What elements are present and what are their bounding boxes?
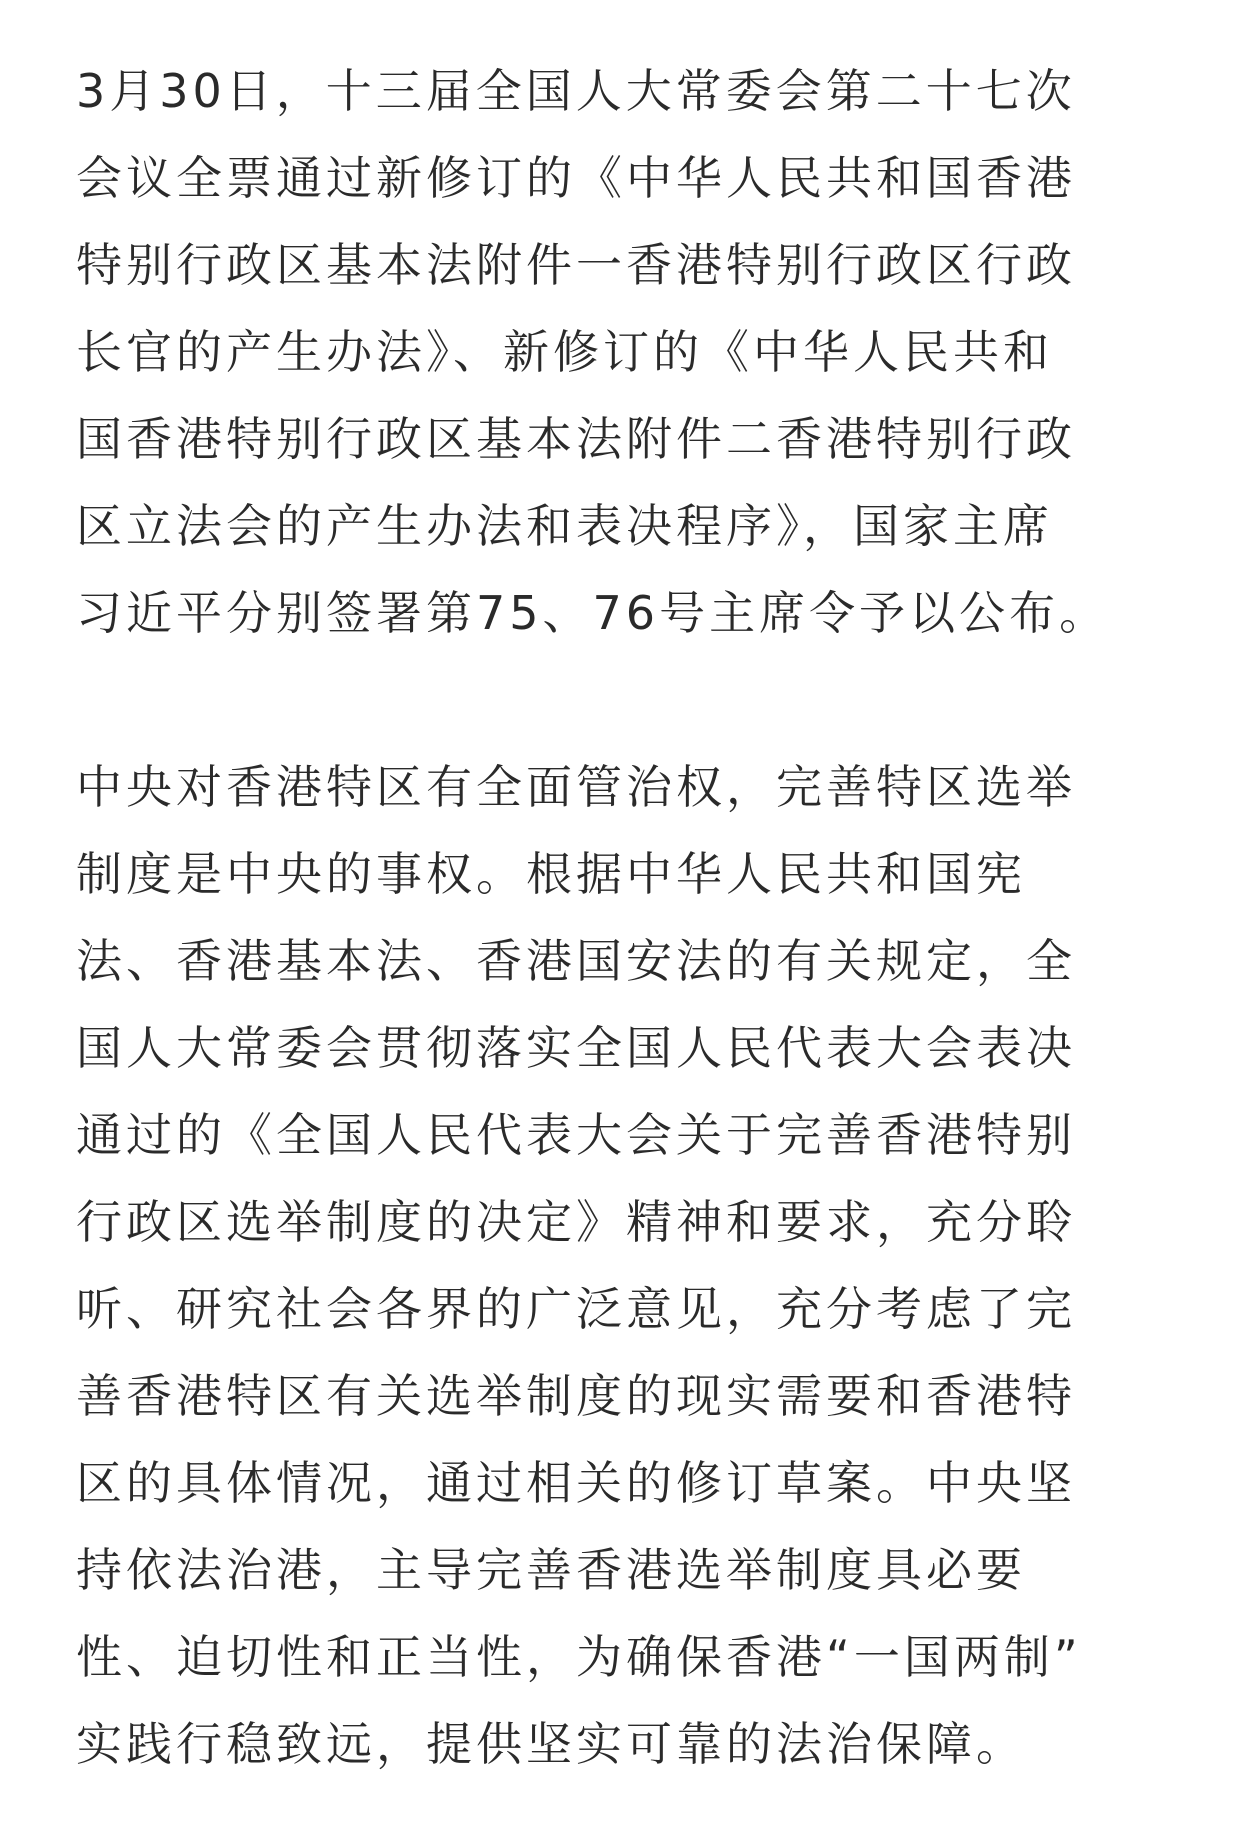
paragraph-2	[76, 744, 1176, 1788]
paragraph-spacer	[76, 657, 1176, 744]
text-line: 会议全票通过新修订的《中华人民共和国香港	[76, 151, 1076, 205]
text-line: 区立法会的产生办法和表决程序》，国家主席	[76, 499, 1053, 553]
text-line: 实践行稳致远，提供坚实可靠的法治保障。	[76, 1717, 1026, 1771]
text-line: 法、香港基本法、香港国安法的有关规定，全	[76, 934, 1076, 988]
text-line: 国香港特别行政区基本法附件二香港特别行政	[76, 412, 1076, 466]
text-line: 听、研究社会各界的广泛意见，充分考虑了完	[76, 1282, 1076, 1336]
text-line: 通过的《全国人民代表大会关于完善香港特别	[76, 1108, 1076, 1162]
article-body	[76, 48, 1176, 1788]
text-line: 制度是中央的事权。根据中华人民共和国宪	[76, 847, 1026, 901]
text-line: 持依法治港，主导完善香港选举制度具必要	[76, 1543, 1026, 1597]
text-line: 3月30日，十三届全国人大常委会第二十七次	[76, 64, 1076, 118]
text-line: 习近平分别签署第75、76号主席令予以公布。	[76, 586, 1110, 640]
text-line: 行政区选举制度的决定》精神和要求，充分聆	[76, 1195, 1076, 1249]
text-line: 长官的产生办法》、新修订的《中华人民共和	[76, 325, 1053, 379]
text-line: 善香港特区有关选举制度的现实需要和香港特	[76, 1369, 1076, 1423]
text-line: 区的具体情况，通过相关的修订草案。中央坚	[76, 1456, 1076, 1510]
text-line: 性、迫切性和正当性，为确保香港“一国两制”	[76, 1630, 1082, 1684]
text-line: 特别行政区基本法附件一香港特别行政区行政	[76, 238, 1076, 292]
text-line: 国人大常委会贯彻落实全国人民代表大会表决	[76, 1021, 1076, 1075]
text-line: 中央对香港特区有全面管治权，完善特区选举	[76, 760, 1076, 814]
paragraph-1	[76, 48, 1176, 657]
